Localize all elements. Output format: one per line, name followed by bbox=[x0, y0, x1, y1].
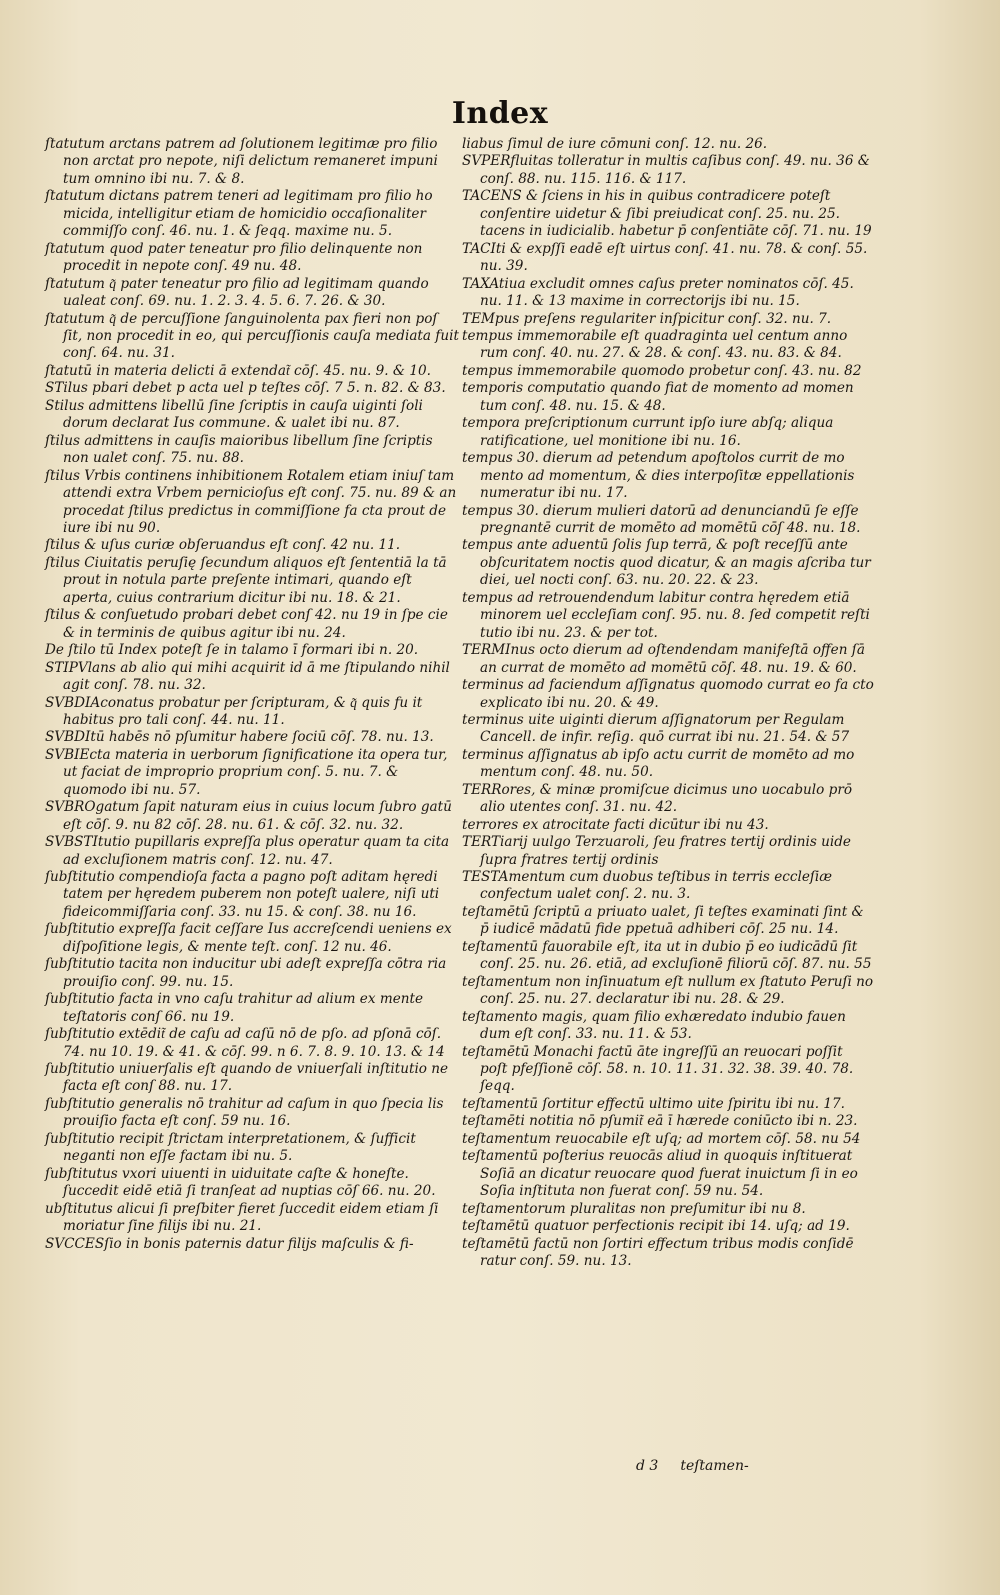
index-entry: teſtamētū quatuor perfectionis recipit ibi 14. uſq; ad 19. bbox=[462, 1218, 850, 1235]
index-entry: terminus aſſignatus ab ipſo actu currit de momēto ad mo mentum conſ. 48. nu. 50. bbox=[462, 746, 855, 781]
index-entry: terrores ex atrocitate facti dicūtur ibi nu 43. bbox=[462, 816, 769, 833]
index-entry: TACIti & expſſi eadē eſt uirtus conſ. 41. nu. 78. & conſ. 55. nu. 39. bbox=[462, 240, 868, 275]
index-entry: teſtamentum reuocabile eſt uſq; ad mortem cōſ. 58. nu 54 bbox=[462, 1130, 861, 1147]
index-entry: teſtamentū poſterius reuocās aliud in quoquis inſtituerat Soſiā an dicatur reuocare quod fuerat inuictum ſi in eo Soſia inſtituta non fuerat conſ. 59 nu. 54. bbox=[462, 1148, 858, 1200]
index-entry: ſtatutum q͂ pater teneatur pro filio ad legitimam quando ualeat conſ. 69. nu. 1. 2. 3. 4. 5. 6. 7. 26. & 30. bbox=[45, 275, 429, 310]
index-entry: ſubſtitutio recipit ſtrictam interpretationem, & ſufficit neganti non eſſe factam ibi nu. 5. bbox=[45, 1130, 416, 1165]
index-entry: TACENS & ſciens in his in quibus contradicere poteſt conſentire uidetur & ſibi preiudicat conſ. 25. nu. 25. tacens in iudicialib. habetur p̄ conſentiāte cōſ. 71. nu. 19 bbox=[462, 188, 872, 240]
index-entry: ſubſtitutus vxori uiuenti in uiduitate caſte & honeſte. ſuccedit eidē etiā ſi tranſeat ad nuptias cōſ 66. nu. 20. bbox=[45, 1165, 436, 1200]
index-entry: ſubſtitutio expreſſa facit ceſſare Ius accreſcendi ueniens ex diſpoſitione legis, & mente teſt. conſ. 12 nu. 46. bbox=[45, 921, 452, 955]
index-entry: teſtamentum non inſinuatum eſt nullum ex ſtatuto Peruſi no conſ. 25. nu. 27. declaratur ibi nu. 28. & 29. bbox=[462, 973, 874, 1008]
index-entry: TERMInus octo dierum ad oſtendendam manifeſtā offen ſā an currat de momēto ad momētū cōſ. 48. nu. 19. & 60. bbox=[462, 642, 865, 676]
index-entry: ſtilus Ciuitatis peruſię ſecundum aliquos eſt ſententiā la tā prout in notula parte preſente intimari, quando eſt aperta, cuius contrarium dicitur ibi nu. 18. & 21. bbox=[45, 554, 447, 606]
index-entry: SVBDItū habēs nō pſumitur habere ſociū cōſ. 78. nu. 13. bbox=[45, 729, 434, 746]
index-entry: ſubſtitutio extēdit͂ de caſu ad caſū nō de pſo. ad pſonā cōſ. 74. nu 10. 19. & 41. & cōſ. 99. n 6. 7. 8. 9. 10. 13. & 14 bbox=[45, 1026, 445, 1060]
index-entry: TESTAmentum cum duobus teſtibus in terris eccleſiæ confectum ualet conſ. 2. nu. 3. bbox=[462, 869, 833, 903]
page-title: Index bbox=[451, 96, 549, 131]
index-entry: tempus 30. dierum mulieri datorū ad denunciandū ſe eſſe pregnantē currit de momēto ad momētū cōſ 48. nu. 18. bbox=[462, 502, 861, 536]
index-entry: tempus ad retrouendendum labitur contra hęredem etiā minorem uel eccleſiam conſ. 95. nu. 8. ſed competit reſti tutio ibi nu. 23. & per tot. bbox=[462, 589, 870, 641]
index-entry: STilus pbari debet p acta uel p teſtes cōſ. 7 5. n. 82. & 83. bbox=[45, 380, 446, 397]
index-entry: SVPERfluitas tolleratur in multis caſibus conſ. 49. nu. 36 & conſ. 88. nu. 115. 116. & 117. bbox=[462, 153, 870, 187]
index-column-left bbox=[45, 136, 460, 1253]
index-entry: tempus 30. dierum ad petendum apoſtolos currit de mo mento ad momentum, & dies interpoſitæ eppellationis numeratur ibi nu. 17. bbox=[462, 450, 855, 502]
index-entry: ſubſtitutio generalis nō trahitur ad caſum in quo ſpecia lis prouiſio facta eſt conſ. 59 nu. 16. bbox=[45, 1095, 444, 1130]
index-column-right bbox=[462, 136, 874, 1270]
index-entry: SVBSTItutio pupillaris expreſſa plus operatur quam ta cita ad excluſionem matris conſ. 12. nu. 47. bbox=[45, 834, 450, 868]
index-entry: ſubſtitutio uniuerſalis eſt quando de vniuerſali inſtitutio ne facta eſt conſ 88. nu. 17. bbox=[45, 1061, 449, 1095]
index-entry: tempora preſcriptionum currunt ipſo iure abſq; aliqua ratificatione, uel monitione ibi nu. 16. bbox=[462, 415, 834, 449]
index-entry: SVCCESſio in bonis paternis datur filijs maſculis & fi- bbox=[45, 1235, 414, 1252]
index-entry: teſtamentorum pluralitas non preſumitur ibi nu 8. bbox=[462, 1200, 806, 1217]
index-entry: SVBDIAconatus probatur per ſcripturam, & q͂ quis fu it habitus pro tali conſ. 44. nu. 11. bbox=[45, 694, 423, 728]
index-entry: ſtatutū in materia delicti ā extendat͂ cōſ. 45. nu. 9. & 10. bbox=[45, 362, 431, 379]
index-entry: STIPVlans ab alio qui mihi acquirit id ā me ſtipulando nihil agit conſ. 78. nu. 32. bbox=[45, 659, 450, 694]
index-entry: ſtatutum dictans patrem teneri ad legitimam pro filio ho micida, intelligitur etiam de homicidio occaſionaliter commiſſo conſ. 46. nu. 1. & ſeqq. maxime nu. 5. bbox=[45, 188, 433, 240]
index-entry: ſubſtitutio compendioſa facta a pagno poſt aditam hęredi tatem per hęredem puberem non poteſt ualere, niſi uti fideicommiſſaria conſ. 33. nu 15. & conſ. 38. nu 16. bbox=[45, 869, 440, 920]
catchword: teſtamen- bbox=[680, 1458, 749, 1474]
index-entry: teſtamentū fauorabile eſt, ita ut in dubio p̄ eo iudicādū ſit conſ. 25. nu. 26. etiā, ad excluſionē filiorū cōſ. 87. nu. 55 bbox=[462, 938, 872, 973]
index-entry: tempus ante aduentū ſolis ſup terrā, & poſt receſſū ante obſcuritatem noctis quod dicatur, & an magis aſcriba tur diei, uel nocti conſ. 63. nu. 20. 22. & 23. bbox=[462, 537, 871, 589]
index-entry: terminus ad faciendum aſſignatus quomodo currat eo fa cto explicato ibi nu. 20. & 49. bbox=[462, 677, 874, 711]
index-entry: tempus immemorabile eſt quadraginta uel centum anno rum conſ. 40. nu. 27. & 28. & conſ. 43. nu. 83. & 84. bbox=[462, 327, 848, 362]
index-entry: liabus ſimul de iure cōmuni conſ. 12. nu. 26. bbox=[462, 136, 768, 152]
index-entry: temporis computatio quando fiat de momento ad momen tum conſ. 48. nu. 15. & 48. bbox=[462, 380, 854, 414]
index-entry: SVBIEcta materia in uerborum ſignificatione ita opera tur, ut faciat de improprio proprium conſ. 5. nu. 7. & quomodo ibi nu. 57. bbox=[45, 746, 448, 798]
index-entry: ſtilus admittens in cauſis maioribus libellum ſine ſcriptis non ualet conſ. 75. nu. 88. bbox=[45, 432, 433, 467]
index-entry: ſtilus & conſuetudo probari debet conſ 42. nu 19 in ſpe cie & in terminis de quibus agitur ibi nu. 24. bbox=[45, 607, 448, 641]
index-entry: ſtatutum arctans patrem ad ſolutionem legitimæ pro filio non arctat pro nepote, niſi delictum remaneret impuni tum omnino ibi nu. 7. & 8. bbox=[45, 136, 438, 187]
index-entry: teſtamētū Monachi factū āte ingreſſū an reuocari poſſit poſt pfeſſionē cōſ. 58. n. 10. 11. 31. 32. 38. 39. 40. 78. ſeqq. bbox=[462, 1043, 854, 1095]
index-entry: SVBROgatum ſapit naturam eius in cuius locum ſubro gatū eſt cōſ. 9. nu 82 cōſ. 28. nu. 61. & cōſ. 32. nu. 32. bbox=[45, 799, 452, 833]
index-entry: teſtamentū ſortitur effectū ultimo uite ſpiritu ibi nu. 17. bbox=[462, 1095, 845, 1112]
index-entry: De ſtilo tū Index poteſt ſe in talamo ī formari ibi n. 20. bbox=[45, 642, 419, 659]
index-entry: ſtilus Vrbis continens inhibitionem Rotalem etiam iniuſ tam attendi extra Vrbem pernicioſus eſt conſ. 75. nu. 89 & an procedat ſtilus predictus in commiſſione fa cta prout de iure ibi nu 90. bbox=[45, 467, 457, 536]
index-entry: ſubſtitutio facta in vno caſu trahitur ad alium ex mente teſtatoris conſ 66. nu 19. bbox=[45, 991, 424, 1025]
index-entry: teſtamētū factū non ſortiri effectum tribus modis conſidē ratur conſ. 59. nu. 13. bbox=[462, 1235, 854, 1269]
index-entry: TAXAtiua excludit omnes caſus preter nominatos cōſ. 45. nu. 11. & 13 maxime in correctorijs ibi nu. 15. bbox=[462, 275, 854, 310]
index-entry: TERTiarij uulgo Terzuaroli, ſeu fratres tertij ordinis uide ſupra fratres tertij ordinis bbox=[462, 834, 851, 868]
index-entry: Stilus admittens libellū ſine ſcriptis in cauſa uiginti ſoli dorum declarat Ius commune. & ualet ibi nu. 87. bbox=[45, 397, 423, 432]
index-entry: ſtilus & uſus curiæ obſeruandus eſt conſ. 42 nu. 11. bbox=[45, 537, 401, 554]
signature-mark: d 3 bbox=[636, 1458, 659, 1474]
index-entry: TEMpus preſens regulariter inſpicitur conſ. 32. nu. 7. bbox=[462, 310, 832, 327]
index-entry: teſtamento magis, quam filio exhæredato indubio fauen dum eſt conſ. 33. nu. 11. & 53. bbox=[462, 1008, 846, 1043]
index-entry: teſtamētū ſcriptū a priuato ualet, ſi teſtes examinati ſint & p̄ iudicē mādatū fide ppetuā adhiberi cōſ. 25 nu. 14. bbox=[462, 903, 864, 938]
index-entry: terminus uite uiginti dierum aſſignatorum per Regulam Cancell. de infir. reſig. quō currat ibi nu. 21. 54. & 57 bbox=[462, 711, 850, 746]
index-entry: teſtamēti notitia nō pſumit͂ eā ī hærede coniūcto ibi n. 23. bbox=[462, 1113, 858, 1130]
page-footer bbox=[636, 1458, 749, 1474]
index-entry: TERRores, & minæ promiſcue dicimus uno uocabulo prō alio utentes conſ. 31. nu. 42. bbox=[462, 781, 853, 816]
index-entry: ſtatutum quod pater teneatur pro filio delinquente non procedit in nepote conſ. 49 nu. 48. bbox=[45, 240, 423, 275]
index-entry: ſubſtitutio tacita non inducitur ubi adeſt expreſſa cōtra ria prouiſio conſ. 99. nu. 15. bbox=[45, 956, 447, 990]
index-entry: ſtatutum q͂ de percuſſione ſanguinolenta pax fieri non poſ ſit, non procedit in eo, qui percuſſionis cauſa mediata fuit conſ. 64. nu. 31. bbox=[45, 310, 459, 362]
index-entry: ubſtitutus alicui ſi preſbiter fieret ſuccedit eidem etiam ſi moriatur ſine filijs ibi nu. 21. bbox=[45, 1200, 439, 1235]
index-entry: tempus immemorabile quomodo probetur conſ. 43. nu. 82 bbox=[462, 362, 862, 379]
